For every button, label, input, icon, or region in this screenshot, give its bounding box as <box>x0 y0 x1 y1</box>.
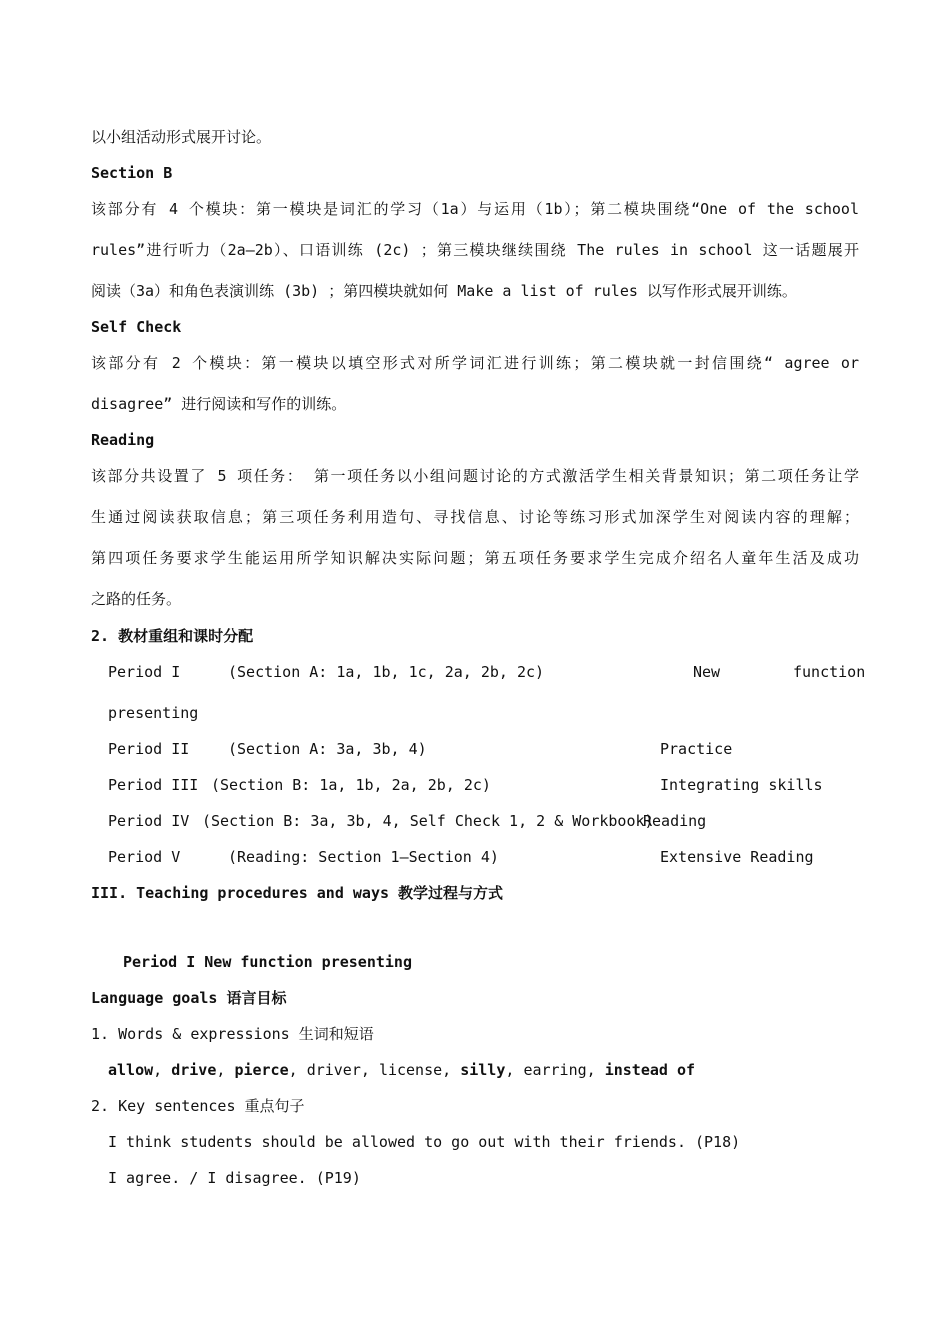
word-item: pierce <box>234 1061 289 1079</box>
section-b-heading: Section B <box>91 164 173 182</box>
key-sentence: I think students should be allowed to go out with their friends. (P18) <box>108 1133 741 1151</box>
period-type: function <box>793 663 866 681</box>
period-name: Period IV <box>108 812 190 830</box>
section-heading-3: III. Teaching procedures and ways 教学过程与方式 <box>91 884 504 902</box>
period-type: New <box>693 663 721 681</box>
key-sentences-heading: 2. Key sentences 重点句子 <box>91 1097 305 1115</box>
section-b-paragraph-line: rules”进行听力（2a—2b）、口语训练 (2c) ；第三模块继续围绕 The rules in school 这一话题展开 <box>91 241 859 259</box>
word-item: license <box>378 1061 443 1079</box>
word-item: silly <box>460 1061 506 1079</box>
key-sentence: I agree. / I disagree. (P19) <box>108 1169 361 1187</box>
language-goals-heading: Language goals 语言目标 <box>91 989 287 1007</box>
reading-paragraph-line: 该部分共设置了 5 项任务： 第一项任务以小组问题讨论的方式激活学生相关背景知识；第二项任务让学 <box>91 467 859 485</box>
word-item: drive <box>171 1061 217 1079</box>
reading-heading: Reading <box>91 431 155 449</box>
self-check-paragraph-line: disagree” 进行阅读和写作的训练。 <box>91 395 347 413</box>
period-content: (Section B: 1a, 1b, 2a, 2b, 2c) <box>211 776 491 794</box>
period-type: Extensive Reading <box>660 848 814 866</box>
period-content: (Section A: 1a, 1b, 1c, 2a, 2b, 2c) <box>228 663 545 681</box>
word-list: allow, drive, pierce, driver, license, silly, earring, instead of <box>108 1061 696 1079</box>
word-item: earring <box>523 1061 587 1079</box>
period-name: Period III <box>108 776 199 794</box>
period-name: Period I <box>108 663 181 681</box>
period-type: Practice <box>660 740 733 758</box>
word-item: allow <box>108 1061 154 1079</box>
self-check-paragraph-line: 该部分有 2 个模块：第一模块以填空形式对所学词汇进行训练；第二模块就一封信围绕“ agree or <box>91 354 859 372</box>
section-b-paragraph-line: 该部分有 4 个模块：第一模块是词汇的学习（1a）与运用（1b）；第二模块围绕“One of the school <box>91 200 859 218</box>
section-b-paragraph-line: 阅读（3a）和角色表演训练 (3b) ；第四模块就如何 Make a list of rules 以写作形式展开训练。 <box>91 282 797 300</box>
period-name: Period V <box>108 848 181 866</box>
period-content: (Section A: 3a, 3b, 4) <box>228 740 427 758</box>
words-heading: 1. Words & expressions 生词和短语 <box>91 1025 374 1043</box>
self-check-heading: Self Check <box>91 318 182 336</box>
section-heading-2: 2. 教材重组和课时分配 <box>91 627 254 645</box>
period-type: Integrating skills <box>660 776 823 794</box>
period-title: Period I New function presenting <box>123 953 412 971</box>
reading-paragraph-line: 生通过阅读获取信息；第三项任务利用造句、寻找信息、讨论等练习形式加深学生对阅读内容的理解； <box>91 508 859 526</box>
reading-paragraph-line: 第四项任务要求学生能运用所学知识解决实际问题；第五项任务要求学生完成介绍名人童年生活及成功 <box>91 549 859 567</box>
period-type: Reading <box>643 812 707 830</box>
intro-line: 以小组活动形式展开讨论。 <box>91 128 272 146</box>
period-name: Period II <box>108 740 190 758</box>
word-item: driver <box>306 1061 361 1079</box>
word-item: instead of <box>604 1061 696 1079</box>
reading-paragraph-line: 之路的任务。 <box>91 590 182 608</box>
period-type: presenting <box>108 704 199 722</box>
period-content: (Section B: 3a, 3b, 4, Self Check 1, 2 & Workbook) <box>202 812 654 830</box>
period-content: (Reading: Section 1—Section 4) <box>228 848 499 866</box>
